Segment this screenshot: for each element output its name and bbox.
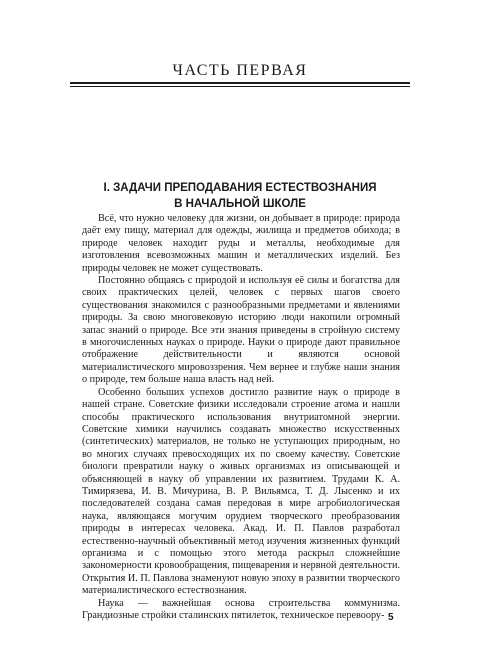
paragraph-1: Всё, что нужно человеку для жизни, он добывает в природе: природа даёт ему пищу, материал для одежды, жилища и предметов обихода; в природе человек находит руды и металлы, необходимые для изготовления всевозможных машин и металлических изделий. Без природы человек не может существовать.: [82, 213, 400, 274]
page-number: 5: [388, 612, 394, 623]
paragraph-3: Особенно больших успехов достигло развитие наук о природе в нашей стране. Советские физики исследовали строение атома и нашли способы практического использования внутриатомной энергии. Советские химики научились создавать множество искусственных (синтетических) материалов, не только не уступающих природным, но во многих случаях превосходящих их по своему качеству. Советские биологи превратили науку о живых организмах из описывающей и объясняющей в науку об управлении их развитием. Трудами К. А. Тимирязева, И. В. Мичурина, В. Р. Вильямса, Т. Д. Лысенко и их последователей создана самая передовая в мире агробиологическая наука, являющаяся могучим орудием творческого преобразования природы в интересах человека. Акад. И. П. Павлов разработал естественно-научный объективный метод изучения жизненных функций организма и с помощью этого метода раскрыл сложнейшие закономерности кровообращения, пищеварения и нервной деятельности. Открытия И. П. Павлова знаменуют новую эпоху в развитии творческого материалистического естествознания.: [82, 386, 400, 597]
header-rule-thin: [70, 86, 410, 87]
part-title: ЧАСТЬ ПЕРВАЯ: [172, 62, 308, 79]
paragraph-4: Наука — важнейшая основа строительства коммунизма. Грандиозные стройки сталинских пятилеток, техническое перевоору-: [82, 597, 400, 621]
chapter-heading-line-2: В НАЧАЛЬНОЙ ШКОЛЕ: [174, 198, 306, 210]
body-text: [82, 213, 400, 622]
header-rule-thick: [70, 82, 410, 84]
paragraph-2: Постоянно общаясь с природой и используя её силы и богатства для своих практических целей, человек с первых шагов своего существования знакомился с разнообразными предметами и явлениями природы. За свою многовековую историю люди накопили огромный запас знаний о природе. Все эти знания приведены в стройную систему в многочисленных науках о природе. Науки о природе дают правильное отображение действительности и являются основой материалистического мировоззрения. Чем вернее и глубже наши знания о природе, тем больше наша власть над ней.: [82, 275, 400, 386]
chapter-heading-line-1: I. ЗАДАЧИ ПРЕПОДАВАНИЯ ЕСТЕСТВОЗНАНИЯ: [103, 182, 377, 194]
chapter-heading: [0, 180, 480, 212]
